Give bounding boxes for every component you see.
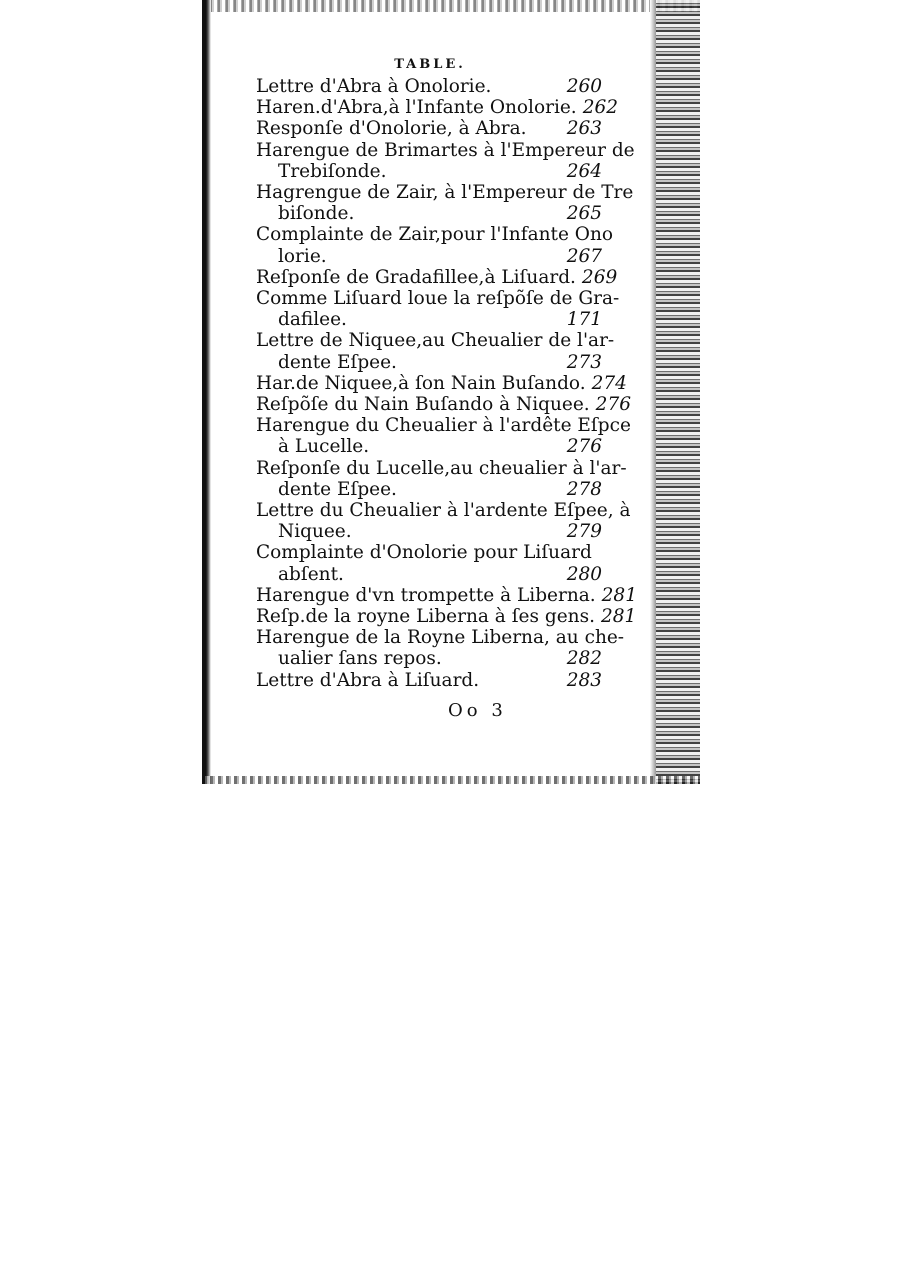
toc-entry-title-continued: ualier ſans repos. (278, 648, 442, 670)
toc-entry-page: 280 (566, 563, 602, 585)
toc-entry-title-continued: abſent. (278, 563, 344, 585)
toc-entry (256, 500, 631, 543)
toc-entry-page: 267 (566, 245, 602, 267)
toc-entry-title: Hagrengue de Zair, à l'Empereur de Tre (256, 182, 634, 204)
toc-entry-page: 281 (601, 584, 637, 606)
toc-entry-page: 281 (600, 606, 637, 628)
toc-entry-page: 282 (566, 648, 602, 670)
toc-entry (256, 224, 614, 267)
toc-entry-page: 269 (581, 266, 618, 288)
toc-entry (256, 118, 602, 139)
toc-entry-title: Complainte d'Onolorie pour Liſuard (256, 542, 592, 564)
toc-entry-page: 262 (582, 97, 619, 119)
toc-entry-page: 273 (566, 351, 602, 373)
toc-entry-title: Reſp.de la royne Liberna à ſes gens. (256, 606, 595, 628)
toc-entry-page: 283 (566, 669, 602, 691)
toc-entry-title: Reſponſe de Gradafillee,à Liſuard. (256, 266, 576, 288)
toc-entry-title: Lettre d'Abra à Liſuard. (256, 669, 480, 691)
page-left-edge (202, 0, 211, 784)
toc-entry (256, 182, 634, 225)
toc-entry-title: Lettre d'Abra à Onolorie. (256, 76, 492, 97)
toc-entry (256, 415, 631, 458)
toc-entry (256, 606, 637, 628)
toc-entry (256, 372, 627, 394)
toc-entry-title: Comme Liſuard loue la reſpõſe de Gra- (256, 288, 620, 310)
toc-entry (256, 330, 615, 373)
toc-entry (256, 584, 637, 606)
toc-entry-title: Reſpõſe du Nain Buſando à Niquee. (256, 394, 590, 416)
toc-entry (256, 266, 618, 288)
toc-entry (256, 97, 619, 119)
signature-mark: Oo 3 (448, 700, 507, 721)
toc-entry-title-continued: dente Eſpee. (278, 478, 397, 500)
table-of-contents (256, 76, 637, 691)
toc-entry-page: 264 (566, 160, 602, 182)
toc-entry-title: Harengue d'vn trompette à Liberna. (256, 584, 596, 606)
toc-entry-page: 263 (566, 118, 602, 140)
toc-entry-page: 274 (591, 372, 627, 394)
toc-entry-title-continued: lorie. (278, 245, 327, 267)
toc-entry-title: Lettre de Niquee,au Cheualier de l'ar- (256, 330, 615, 352)
toc-entry-title-continued: Trebiſonde. (278, 160, 387, 182)
toc-entry-title: Har.de Niquee,à ſon Nain Buſando. (256, 372, 586, 394)
toc-entry-title: Harengue du Cheualier à l'ardête Eſpce (256, 415, 631, 437)
toc-entry-title: Harengue de Brimartes à l'Empereur de (256, 139, 635, 161)
toc-entry (256, 139, 635, 182)
toc-entry-title: Harengue de la Royne Liberna, au che- (256, 627, 625, 649)
toc-entry (256, 542, 602, 584)
scanned-page (202, 0, 700, 784)
toc-entry-page: 260 (566, 76, 602, 97)
toc-entry (256, 670, 602, 691)
toc-entry-title: Reſponſe du Lucelle,au cheualier à l'ar- (256, 457, 627, 479)
toc-entry-title: Complainte de Zair,pour l'Infante Ono (256, 224, 614, 246)
toc-entry-title-continued: dafilee. (278, 309, 347, 331)
toc-entry-title: Lettre du Cheualier à l'ardente Eſpee, à (256, 500, 631, 522)
toc-entry-page: 279 (566, 521, 602, 543)
toc-entry-title: Haren.d'Abra,à l'Infante Onolorie. (256, 97, 577, 119)
running-head: TABLE. (394, 57, 466, 72)
toc-entry-title-continued: biſonde. (278, 203, 355, 225)
page-bottom-edge (202, 776, 700, 784)
toc-entry (256, 394, 631, 416)
toc-entry-title-continued: dente Eſpee. (278, 351, 397, 373)
toc-entry (256, 627, 625, 670)
toc-entry (256, 288, 620, 331)
toc-entry-page: 278 (566, 478, 602, 500)
toc-entry (256, 76, 602, 97)
toc-entry-page: 276 (595, 394, 631, 416)
toc-entry (256, 457, 627, 500)
page-right-edge (656, 0, 700, 784)
toc-entry-title: Responſe d'Onolorie, à Abra. (256, 118, 527, 140)
toc-entry-title-continued: à Lucelle. (278, 436, 370, 458)
toc-entry-page: 265 (566, 203, 602, 225)
toc-entry-page: 171 (566, 309, 602, 331)
page-top-edge (202, 0, 700, 12)
toc-entry-title-continued: Niquee. (278, 521, 352, 543)
toc-entry-page: 276 (566, 436, 602, 458)
